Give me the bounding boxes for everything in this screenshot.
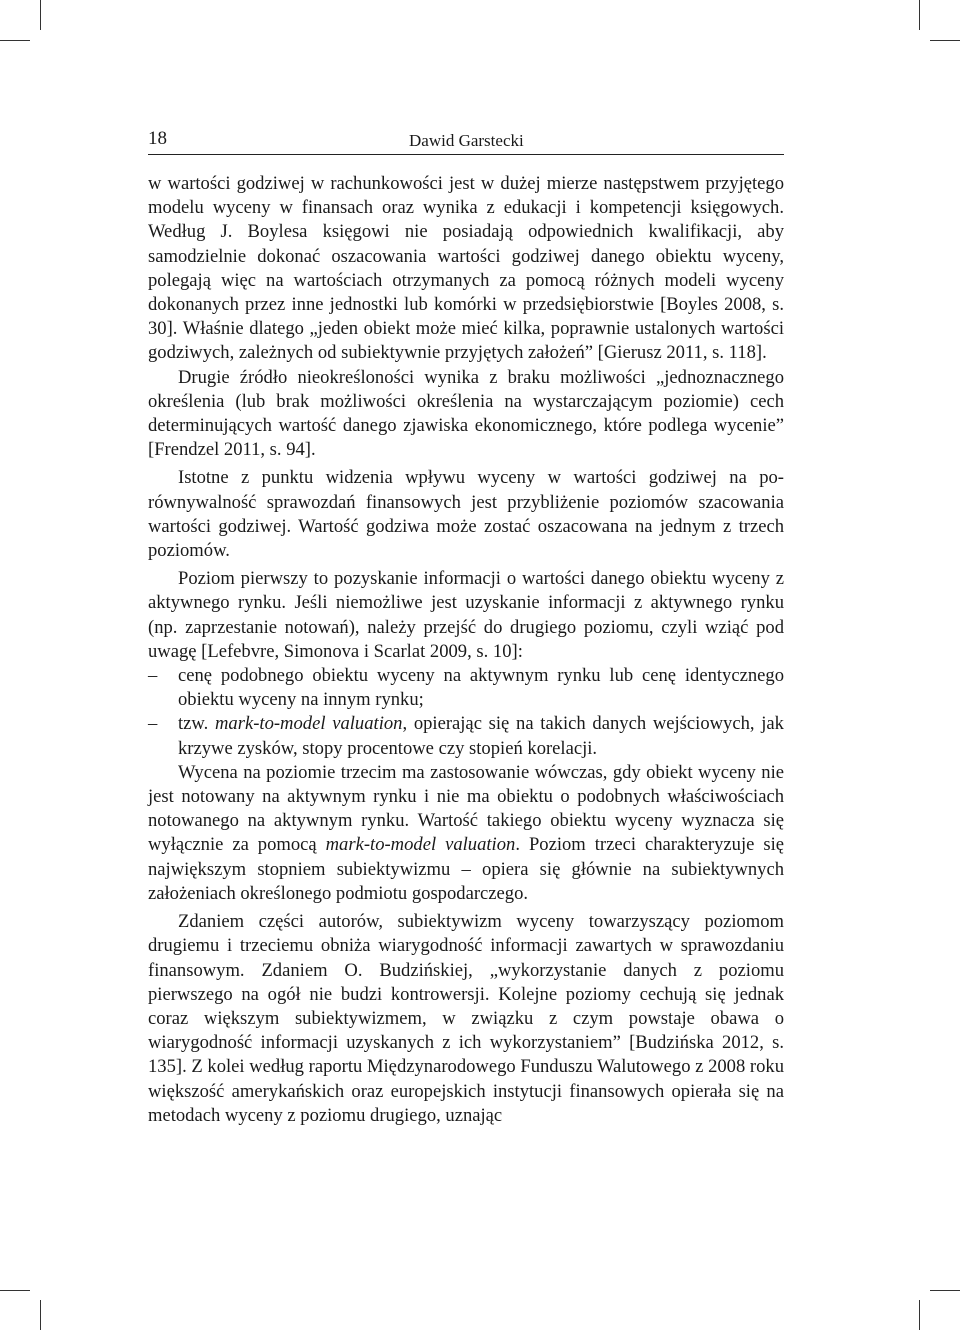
crop-mark-bottom-right-horizontal: [930, 1290, 960, 1291]
body-text: [148, 172, 784, 1128]
list-item-term: mark-to-model valuation: [215, 713, 403, 735]
list-item-text-prefix: tzw.: [178, 713, 215, 735]
crop-mark-bottom-left-vertical: [40, 1300, 41, 1330]
paragraph-4: Poziom pierwszy to pozyskanie informacji o wartości danego obiektu wyceny z aktywnego rynku. Jeśli niemożliwe jest uzyskanie informacji z aktywnego rynku (np. zaprzestanie notowań), należy przejść do drugiego poziomu, czyli wziąć pod uwagę [Lefebvre, Simonova i Scarlat 2009, s. 10]:: [148, 568, 784, 662]
paragraph-1: w wartości godziwej w rachunkowości jest w dużej mierze następstwem przyjętego modelu wyceny w finansach oraz wynika z edukacji i kompetencji księgowych. Według J. Boylesa księgowi nie posiadają odpowiednich kwalifikacji, aby samodzielnie dokonać oszacowania wartości godziwej danego obiektu wyceny, polegają więc na wartościach otrzymanych za pomocą różnych modeli wyceny dokonanych przez inne jednostki lub komórki w przedsiębiorstwie [Boyles 2008, s. 30]. Właśnie dlatego „jeden obiekt może mieć kilka, poprawnie ustalonych wartości godziwych, zależnych od subiektywnie przyjętych założeń” [Gierusz 2011, s. 118].: [148, 173, 784, 364]
paragraph-2: Drugie źródło nieokreśloności wynika z braku możliwości „jednoznacznego określenia (lub brak możliwości określenia na wystarczającym poziomie) cech determinujących wartość danego zjawiska ekonomicznego, które podlega wycenie” [Frendzel 2011, s. 94].: [148, 366, 784, 461]
list-item-text-suffix: , opierając się na takich danych wejściowych, jak krzywe zysków, stopy procentowe czy stopień korelacji.: [178, 713, 784, 759]
crop-mark-top-left-vertical: [40, 0, 41, 30]
list-item: [148, 712, 784, 760]
page-number: 18: [148, 128, 167, 149]
level-two-inputs-list: [148, 664, 784, 761]
crop-mark-top-right-vertical: [919, 0, 920, 30]
paragraph-5-text-end: . Poziom trzeci charakteryzuje się największym stopniem subiektywizmu – opiera się głównie na subiektywnych założeniach określonego podmiotu gospodarczego.: [148, 834, 784, 904]
crop-mark-bottom-right-vertical: [919, 1300, 920, 1330]
crop-mark-top-left-horizontal: [0, 40, 30, 41]
list-item: [148, 664, 784, 712]
crop-mark-top-right-horizontal: [930, 40, 960, 41]
paragraph-5-term: mark-to-model valuation: [325, 834, 516, 856]
page-header: [148, 128, 784, 155]
list-item-text: cenę podobnego obiektu wyceny na aktywnym rynku lub cenę identycznego obiektu wyceny na innym rynku;: [178, 665, 784, 711]
paragraph-6: Zdaniem części autorów, subiektywizm wyceny towarzyszący poziomom drugiemu i trzeciemu obniża wiarygodność informacji zawartych w sprawozdaniu finansowym. Zdaniem O. Budzińskiej, „wykorzystanie danych z poziomu pierwszego na ogół nie budzi kontrowersji. Kolejne poziomy cechują się jednak coraz większym subiektywizmem, w związku z czym powstaje obawa o wiarygodność informacji uzyskanych z ich wykorzystaniem” [Budzińska 2012, s. 135]. Z kolei według raportu Międzynarodowego Funduszu Walutowego z 2008 roku większość amerykańskich oraz europejskich instytucji finansowych opierała się na metodach wyceny z poziomu drugiego, uznając: [148, 911, 784, 1126]
running-head-author: Dawid Garstecki: [409, 131, 524, 150]
crop-mark-bottom-left-horizontal: [0, 1290, 30, 1291]
list-dash: –: [148, 665, 158, 687]
list-dash: –: [148, 713, 158, 735]
paragraph-5-text: Wycena na poziomie trzecim ma zastosowanie wówczas, gdy obiekt wyceny nie jest notowany na aktywnym rynku i nie ma obiektu o podobnych właściwościach notowanego na aktywnym rynku. Wartość takiego obiektu wyceny wyznacza się wyłącznie za pomocą: [148, 761, 784, 856]
paragraph-5: [148, 761, 784, 906]
paragraph-3: Istotne z punktu widzenia wpływu wyceny w wartości godziwej na porównywalność sprawozdań finansowych jest przybliżenie poziomów szacowania wartości godziwej. Wartość godziwa może zostać oszacowana na jednym z trzech poziomów.: [148, 467, 784, 562]
